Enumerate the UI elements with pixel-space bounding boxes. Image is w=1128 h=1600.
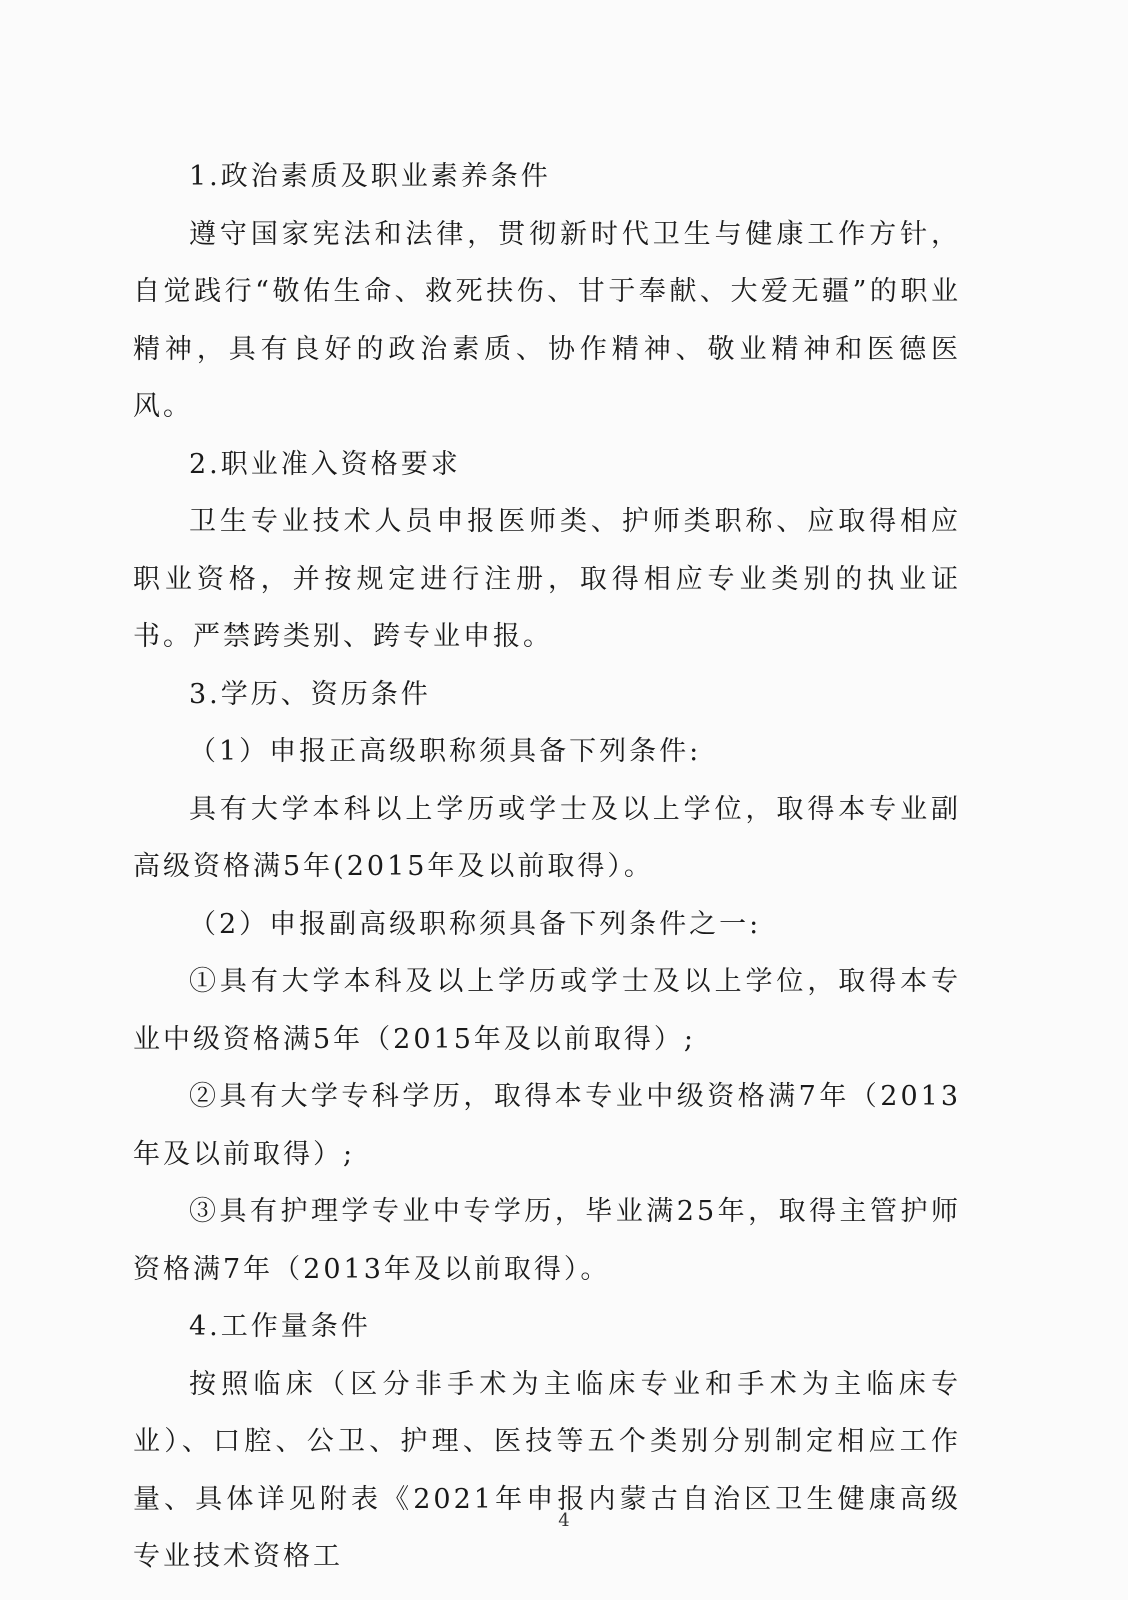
paragraph-political-quality: 遵守国家宪法和法律，贯彻新时代卫生与健康工作方针，自觉践行“敬佑生命、救死扶伤、甘于奉献、大爱无疆”的职业精神，具有良好的政治素质、协作精神、敬业精神和医德医风。: [133, 218, 961, 422]
subsection-heading-senior-title: （1）申报正高级职称须具备下列条件:: [189, 736, 702, 767]
document-body: [133, 148, 961, 1586]
page-number: 4: [558, 1510, 570, 1531]
subsection-heading-associate-senior-title: （2）申报副高级职称须具备下列条件之一:: [189, 908, 762, 940]
paragraph-senior-title-condition: 具有大学本科以上学历或学士及以上学位，取得本专业副高级资格满5年(2015年及以前取得）。: [133, 793, 961, 882]
section-heading-qualification-requirements: 2.职业准入资格要求: [189, 448, 461, 480]
section-heading-political-quality: 1.政治素质及职业素养条件: [189, 161, 551, 192]
paragraph-associate-condition-2: ②具有大学专科学历，取得本专业中级资格满7年（2013年及以前取得）;: [133, 1081, 961, 1170]
paragraph-qualification-requirements: 卫生专业技术人员申报医师类、护师类职称、应取得相应职业资格，并按规定进行注册，取得相应专业类别的执业证书。严禁跨类别、跨专业申报。: [133, 506, 961, 652]
section-heading-workload: 4.工作量条件: [189, 1311, 371, 1342]
paragraph-workload: 按照临床（区分非手术为主临床专业和手术为主临床专业）、口腔、公卫、护理、医技等五个类别分别制定相应工作量、具体详见附表《2021年申报内蒙古自治区卫生健康高级专业技术资格工: [133, 1368, 961, 1572]
section-heading-education-experience: 3.学历、资历条件: [189, 678, 431, 710]
paragraph-associate-condition-1: ①具有大学本科及以上学历或学士及以上学位，取得本专业中级资格满5年（2015年及以前取得）;: [133, 966, 961, 1055]
paragraph-associate-condition-3: ③具有护理学专业中专学历，毕业满25年，取得主管护师资格满7年（2013年及以前取得）。: [133, 1196, 961, 1285]
